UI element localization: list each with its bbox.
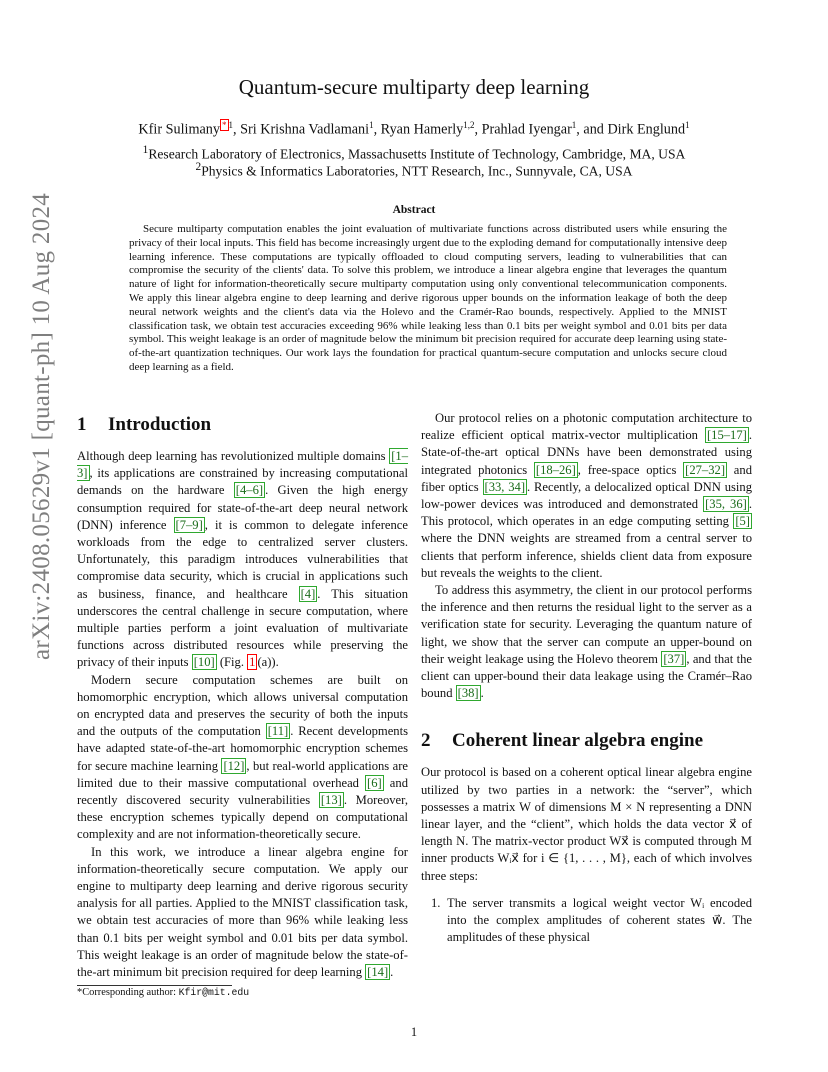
affiliation-2-text: Physics & Informatics Laboratories, NTT Research, Inc., Sunnyvale, CA, USA (201, 163, 633, 179)
footnote (77, 986, 408, 1000)
citation-link[interactable]: [13] (320, 793, 342, 808)
citation-link[interactable]: [6] (367, 775, 382, 790)
section-2-title: Coherent linear algebra engine (452, 730, 704, 752)
paragraph-text: and recently discovered security vulnerabilities (77, 775, 408, 808)
intro-paragraph (77, 672, 408, 844)
author-name: Prahlad Iyengar (481, 121, 572, 138)
paragraph-text: , it is common to delegate inference workloads from the edge to centralized server clusters. Unfortunately, this paradigm introduces vulnerabilities that compromise data security, which is crucial in applications such as business, finance, and healthcare (77, 517, 408, 601)
citation-link[interactable]: [4–6] (235, 483, 264, 498)
affiliation-1-text: Research Laboratory of Electronics, Massachusetts Institute of Technology, Cambridge, MA, USA (148, 146, 686, 162)
abstract-text: Secure multiparty computation enables the joint evaluation of multivariate functions across distributed users while ensuring the privacy of their local inputs. This field has become increasingly urgent due to the exploding demand for computationally intensive deep learning inference. These computations are typically offloaded to cloud computing servers, leading to vulnerabilities that can compromise the security of the clients' data. To solve this problem, we introduce a linear algebra engine that leverages the quantum nature of light for information-theoretically secure multiparty computation using only conventional telecommunication components. We apply this linear algebra engine to deep learning and derive rigorous upper bounds on the information leakage of both the deep neural network weights and the client's data via the Holevo and the Cramér-Rao bounds, respectively. Applied to the MNIST classification task, we obtain test accuracies exceeding 96% while leaking less than 0.1 bits per weight symbol and 0.01 bits per data symbol. This weight leakage is an order of magnitude below the minimum bit precision required for accurate deep learning using state-of-the-art quantization techniques. Our work lays the foundation for practical quantum-secure computation and unlocks secure cloud deep learning as a field. (129, 223, 727, 373)
paragraph-text: , and that the client can upper-bound their data leakage using the Cramér–Rao bound (421, 651, 752, 701)
author-separator: , and (576, 121, 608, 138)
paragraph-text: (Fig. (216, 655, 248, 670)
paragraph-text: Although deep learning has revolutionized multiple domains (77, 449, 390, 463)
section-2-number: 2 (421, 730, 431, 752)
paragraph-text: . Moreover, these encryption schemes typically depend on computational complexity and are not information-theoretically secure. (77, 793, 408, 842)
paragraph-text: . State-of-the-art optical DNNs have been demonstrated using integrated photonics (421, 428, 752, 477)
intro-paragraph (421, 410, 752, 582)
citation-link[interactable]: [27–32] (685, 462, 726, 477)
paragraph-text: Modern secure computation schemes are built on homomorphic encryption, which allows universal computation on encrypted data and preserves the security of both the inputs and the outputs of the computation (77, 672, 408, 739)
citation-link[interactable]: [18–26] (535, 462, 576, 477)
protocol-step (421, 895, 752, 947)
citation-link[interactable]: [4] (300, 586, 316, 601)
paragraph-text: . (480, 686, 484, 701)
citation-link[interactable]: [11] (267, 724, 289, 739)
section-1-number: 1 (77, 414, 87, 435)
paragraph-text: where the DNN weights are streamed from a central server to clients that perform inference, shields client data from exposure but reveals the weights to the client. (421, 531, 752, 580)
author-name: Dirk Englund (607, 121, 686, 138)
citation-link[interactable]: [33, 34] (484, 479, 526, 494)
author-affiliation-number: 1 (685, 120, 690, 130)
paragraph-text: Our protocol relies on a photonic computation architecture to realize efficient optical matrix-vector multiplication (421, 411, 752, 443)
citation-link[interactable]: [15–17] (706, 428, 747, 443)
protocol-step-text: The server transmits a logical weight vector Wᵢ encoded into the complex amplitudes of coherent states w⃗. The amplitudes of these physical (447, 895, 752, 945)
paragraph-text: , its applications are constrained by increasing computational demands on the hardware (77, 466, 408, 498)
citation-link[interactable]: [35, 36] (705, 497, 747, 512)
paragraph-text: . This protocol, which operates in an edge computing setting (421, 497, 753, 529)
figure-reference-link[interactable]: 1 (249, 655, 256, 670)
author-name: Kfir Sulimany (138, 121, 220, 138)
author-affiliation-number: 1,2 (463, 120, 475, 130)
citation-link[interactable]: [14] (367, 965, 389, 980)
author-affiliation-number: 1 (228, 120, 233, 130)
paper-title: Quantum-secure multiparty deep learning (238, 75, 590, 99)
section-1-title: Introduction (108, 414, 212, 435)
intro-paragraph (77, 448, 408, 672)
section-1-heading (77, 410, 408, 448)
affiliation-2-number: 2 (195, 161, 202, 173)
citation-link[interactable]: [7–9] (175, 517, 203, 532)
paragraph-text: . Recent developments have adapted state-of-the-art homomorphic encryption schemes for secure machine learning (77, 724, 408, 773)
protocol-steps-list (421, 895, 752, 947)
intro-paragraph (421, 582, 752, 702)
engine-paragraph: Our protocol is based on a coherent optical linear algebra engine utilized by two parties in a network: the “server”, which possesses a matrix W of dimensions M × N representing a DNN linear layer, and the “client”, which holds the data vector x⃗ of length N. The matrix-vector product Wx⃗ is computed through M inner products Wᵢx⃗ for i ∈ {1, . . . , M}, each of which involves three steps: (421, 765, 752, 883)
citation-link[interactable]: [12] (223, 758, 245, 773)
paragraph-text: . Recently, a delocalized optical DNN using low-power devices was introduced and demonstrated (421, 479, 752, 512)
corresponding-author-footnote-link[interactable]: * (222, 120, 227, 130)
citation-link[interactable]: [1–3] (77, 449, 408, 481)
author-separator: , (233, 121, 241, 138)
citation-link[interactable]: [38] (457, 686, 479, 701)
section-2-heading (421, 726, 752, 764)
paragraph-text: In this work, we introduce a linear algebra engine for information-theoretically secure computation. We apply our engine to multiparty deep learning and derive rigorous security analysis for all parties. Applied to the MNIST classification task, we obtain test accuracies of more than 96% while leaking less than 0.1 bits per weight symbol and 0.01 bits per data symbol. This weight leakage is an order of magnitude below the state-of-the-art minimum bit precision required for deep learning (77, 844, 408, 980)
affiliation-1-number: 1 (142, 144, 149, 156)
author-list (0, 120, 828, 139)
citation-link[interactable]: [5] (735, 514, 750, 529)
paragraph-text: To address this asymmetry, the client in our protocol performs the inference and then returns the residual light to the server as a verification state for security. Leveraging the quantum nature of light, we show that the server can compute an upper-bound on their weight leakage using the Holevo theorem (421, 583, 752, 666)
paragraph-text: (a)). (257, 655, 279, 670)
paragraph-text: , free-space optics (577, 462, 684, 477)
arxiv-identifier-stamp[interactable] (26, 192, 58, 660)
author-name: Sri Krishna Vadlamani (240, 121, 370, 138)
affiliation-1 (0, 144, 828, 163)
citation-link[interactable]: [10] (193, 655, 215, 670)
paragraph-text: . Given the high energy consumption required for state-of-the-art deep neural network (DNN) inference (77, 483, 408, 532)
arxiv-identifier-text: arXiv:2408.05629v1 [quant-ph] 10 Aug 2024 (28, 192, 55, 660)
page-number: 1 (410, 1025, 418, 1039)
author-affiliation-number: 1 (571, 120, 577, 130)
left-column (77, 410, 408, 981)
author-affiliation-number: 1 (369, 120, 374, 130)
author-separator: , (474, 121, 482, 138)
author-separator: , (373, 121, 381, 138)
paragraph-text: . This situation underscores the central challenge in secure computation, where multiple parties perform a joint evaluation of multivariate functions across distributed resources while preserving the privacy of their inputs (77, 586, 409, 670)
right-column (421, 410, 752, 946)
abstract-heading: Abstract (392, 204, 436, 216)
affiliation-2 (0, 161, 828, 180)
author-name: Ryan Hamerly (380, 121, 464, 138)
intro-paragraph (77, 844, 408, 982)
footnote-label: *Corresponding author: (77, 987, 179, 998)
protocol-step-number: 1. (431, 895, 441, 910)
citation-link[interactable]: [37] (663, 651, 685, 666)
paragraph-text: , but real-world applications are limited due to their massive computational overhead (77, 758, 409, 790)
paragraph-text: and fiber optics (421, 462, 752, 494)
paragraph-text: . (390, 965, 394, 980)
corresponding-author-email[interactable]: Kfir@mit.edu (178, 987, 250, 998)
